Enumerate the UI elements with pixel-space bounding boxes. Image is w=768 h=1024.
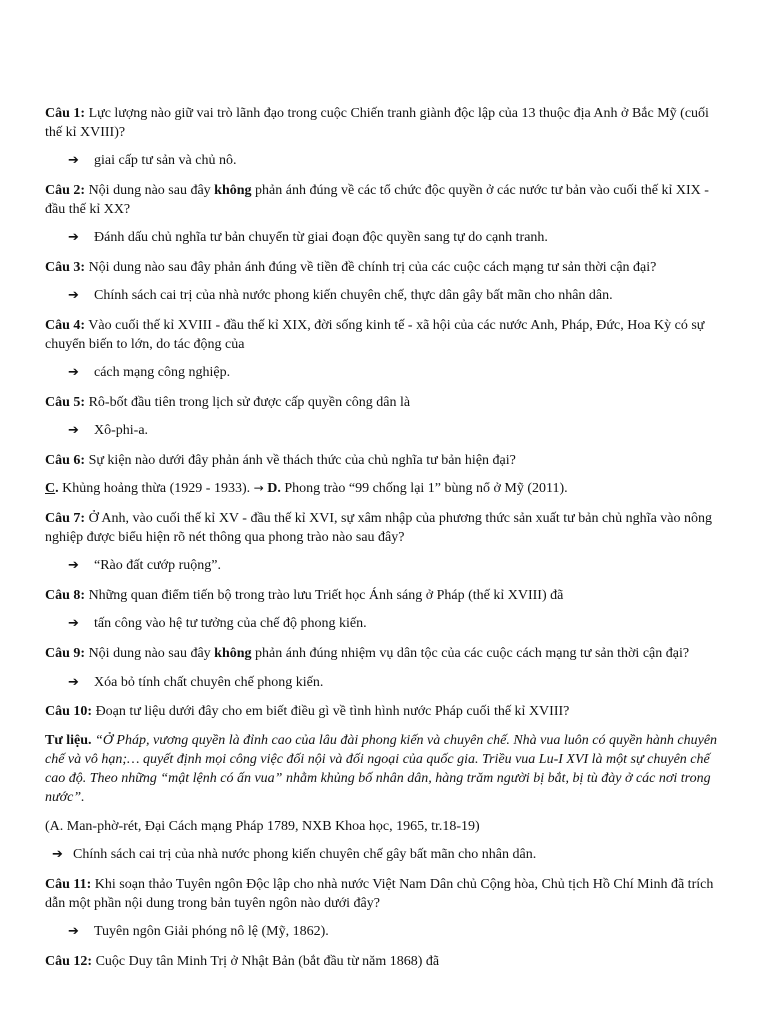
question-label: Câu 2: — [45, 183, 86, 198]
right-arrow-icon: ➔ — [68, 230, 79, 245]
answer-text: Chính sách cai trị của nhà nước phong kiến chuyên chế gây bất mãn cho nhân dân. — [73, 847, 537, 862]
question-text: Sự kiện nào dưới đây phản ánh về thách thức của chủ nghĩa tư bản hiện đại? — [85, 453, 516, 468]
question-label: Câu 12: — [45, 954, 93, 969]
question-7 — [45, 509, 725, 547]
question-9: Câu 9: Nội dung nào sau đây không phản ánh đúng nhiệm vụ dân tộc của các cuộc cách mạng tư sản thời cận đại? — [45, 646, 690, 661]
quote-text: “Ở Pháp, vương quyền là đỉnh cao của lâu đài phong kiến và chuyên chế. Nhà vua luôn có quyền hành chuyên chế và vô hạn;… quyết định mọi công việc đối nội và đối ngoại của quốc gia. Triều vua Lu-I XVI là một sự chuyên chế cao độ. Theo những “mật lệnh có ấn vua” nhằm khủng bố nhân dân, hàng trăm người bị bắt, bị tù đày ở các nơi trong nước”. — [45, 733, 718, 805]
source-citation: (A. Man-phờ-rét, Đại Cách mạng Pháp 1789, NXB Khoa học, 1965, tr.18-19) — [45, 819, 480, 834]
option-c-text: Khủng hoảng thừa (1929 - 1933). — [58, 481, 254, 496]
right-arrow-icon: ➔ — [68, 616, 79, 631]
answer-text: Đánh dấu chủ nghĩa tư bản chuyển từ giai đoạn độc quyền sang tự do cạnh tranh. — [94, 230, 548, 245]
answer-2 — [68, 228, 718, 247]
right-arrow-icon: ➔ — [68, 153, 79, 168]
answer-text: Xô-phi-a. — [94, 423, 149, 438]
right-arrow-icon: ➔ — [52, 847, 63, 862]
question-11 — [45, 875, 725, 913]
question-text: Cuộc Duy tân Minh Trị ở Nhật Bản (bắt đầu từ năm 1868) đã — [92, 954, 440, 969]
question-label: Câu 7: — [45, 511, 86, 526]
right-arrow-icon: ➔ — [68, 365, 79, 380]
right-arrow-icon: ➔ — [68, 423, 79, 438]
question-10 — [45, 702, 725, 721]
right-arrow-icon: ➔ — [68, 558, 79, 573]
emphasis-text: không — [214, 183, 252, 198]
answer-7 — [68, 556, 718, 575]
answer-text: tấn công vào hệ tư tưởng của chế độ phong kiến. — [94, 616, 367, 631]
question-5 — [45, 393, 725, 412]
question-text: Lực lượng nào giữ vai trò lãnh đạo trong cuộc Chiến tranh giành độc lập của 13 thuộc địa Anh ở Bắc Mỹ (cuối thế kỉ XVIII)? — [45, 106, 709, 140]
question-text: Đoạn tư liệu dưới đây cho em biết điều gì về tình hình nước Pháp cuối thế kỉ XVIII? — [92, 704, 570, 719]
answer-text: cách mạng công nghiệp. — [94, 365, 231, 380]
answer-4 — [68, 363, 718, 382]
question-text: Vào cuối thế kỉ XVIII - đầu thế kỉ XIX, đời sống kinh tế - xã hội của các nước Anh, Pháp, Đức, Hoa Kỳ có sự chuyển biến to lớn, do tác động của — [45, 318, 705, 352]
question-label: Câu 3: — [45, 260, 86, 275]
question-label: Câu 5: — [45, 395, 86, 410]
answer-text: Xóa bỏ tính chất chuyên chế phong kiến. — [94, 675, 324, 690]
question-text: Những quan điểm tiến bộ trong trào lưu Triết học Ánh sáng ở Pháp (thế kỉ XVIII) đã — [85, 588, 564, 603]
question-label: Câu 1: — [45, 106, 86, 121]
question-text: Ở Anh, vào cuối thế kỉ XV - đầu thế kỉ XVI, sự xâm nhập của phương thức sản xuất tư bản chủ nghĩa vào nông nghiệp được biểu hiện rõ nét thông qua phong trào nào sau đây? — [45, 511, 712, 545]
right-arrow-icon: ➔ — [68, 675, 79, 690]
right-arrow-icon: → — [253, 481, 264, 495]
question-6 — [45, 451, 725, 470]
answer-10 — [52, 845, 702, 864]
answer-9 — [68, 673, 718, 692]
question-label: Câu 8: — [45, 588, 86, 603]
answer-3 — [68, 286, 718, 305]
option-d-letter: D. — [263, 481, 281, 496]
question-text: Nội dung nào sau đây phản ánh đúng về tiền đề chính trị của các cuộc cách mạng tư sản thời cận đại? — [85, 260, 657, 275]
question-label: Câu 11: — [45, 877, 92, 892]
emphasis-text: không — [214, 646, 252, 661]
question-12 — [45, 952, 725, 971]
answer-5 — [68, 421, 718, 440]
question-3 — [45, 258, 725, 277]
answer-11 — [68, 922, 718, 941]
question-label: Câu 9: — [45, 646, 86, 661]
answer-6-options: C. Khủng hoảng thừa (1929 - 1933). → D. Phong trào “99 chống lại 1” bùng nổ ở Mỹ (2011). — [45, 481, 568, 496]
question-8 — [45, 586, 725, 605]
question-label: Câu 10: — [45, 704, 93, 719]
question-1 — [45, 104, 725, 142]
answer-text: Chính sách cai trị của nhà nước phong kiến chuyên chế, thực dân gây bất mãn cho nhân dân. — [94, 288, 613, 303]
answer-text: giai cấp tư sản và chủ nô. — [94, 153, 237, 168]
question-text: Khi soạn thảo Tuyên ngôn Độc lập cho nhà nước Việt Nam Dân chủ Cộng hòa, Chủ tịch Hồ Chí Minh đã trích dẫn một phần nội dung trong bản tuyên ngôn nào dưới đây? — [45, 877, 714, 911]
answer-1 — [68, 151, 718, 170]
question-4 — [45, 316, 725, 354]
question-label: Câu 4: — [45, 318, 86, 333]
answer-text: “Rào đất cướp ruộng”. — [94, 558, 221, 573]
right-arrow-icon: ➔ — [68, 288, 79, 303]
source-label: Tư liệu. — [45, 733, 92, 748]
option-c-letter: C — [45, 481, 56, 496]
answer-8 — [68, 614, 718, 633]
question-text: Rô-bốt đầu tiên trong lịch sử được cấp quyền công dân là — [85, 395, 411, 410]
answer-text: Tuyên ngôn Giải phóng nô lệ (Mỹ, 1862). — [94, 924, 329, 939]
option-d-text: Phong trào “99 chống lại 1” bùng nổ ở Mỹ (2011). — [280, 481, 568, 496]
right-arrow-icon: ➔ — [68, 924, 79, 939]
question-2: Câu 2: Nội dung nào sau đây không phản ánh đúng về các tổ chức độc quyền ở các nước tư bản vào cuối thế kỉ XIX - đầu thế kỉ XX? — [45, 183, 709, 217]
question-label: Câu 6: — [45, 453, 86, 468]
source-quote — [45, 731, 725, 807]
